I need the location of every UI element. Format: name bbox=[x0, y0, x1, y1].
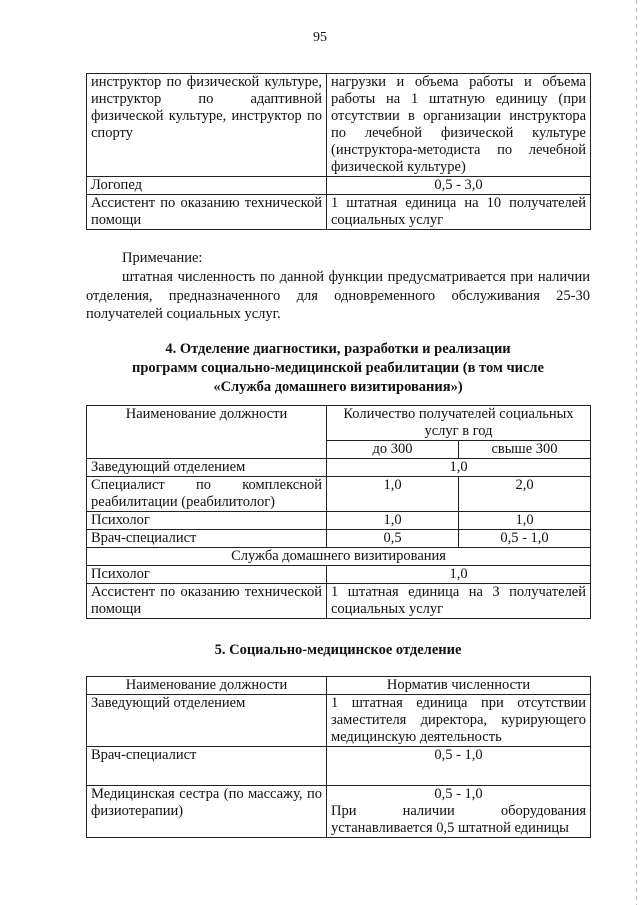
position-cell: Специалист по комплексной реабилитации (реабилитолог) bbox=[87, 477, 327, 512]
table-row bbox=[87, 195, 591, 230]
position-cell: Ассистент по оказанию технической помощи bbox=[87, 584, 327, 619]
norm-cell: 0,5 - 3,0 bbox=[327, 177, 591, 195]
norm-cell: 1 штатная единица на 10 получателей социальных услуг bbox=[327, 195, 591, 230]
service-title: Служба домашнего визитирования bbox=[87, 548, 591, 566]
norm-cell: нагрузки и объема работы и объема работы на 1 штатную единицу (при отсутствии в организации инструктора по лечебной физической культуре (инструктора-методиста по лечебной физической культуре) bbox=[327, 74, 591, 177]
header-position: Наименование должности bbox=[87, 677, 327, 695]
section4-title-line3: «Служба домашнего визитирования») bbox=[213, 379, 463, 395]
table-row bbox=[87, 786, 591, 838]
position-cell: Логопед bbox=[87, 177, 327, 195]
note-title: Примечание: bbox=[122, 250, 203, 266]
scan-edge bbox=[636, 0, 637, 905]
table-row bbox=[87, 747, 591, 786]
table-row bbox=[87, 177, 591, 195]
header-count: Количество получателей социальных услуг в год bbox=[327, 406, 591, 441]
value-cell-b: 0,5 - 1,0 bbox=[459, 530, 591, 548]
norm-cell: 0,5 - 1,0 bbox=[327, 747, 591, 786]
table-row bbox=[87, 695, 591, 747]
table-row bbox=[87, 459, 591, 477]
value-cell-b: 1,0 bbox=[459, 512, 591, 530]
norm-text: При наличии оборудования устанавливается 0,5 штатной единицы bbox=[331, 803, 586, 836]
value-cell-a: 1,0 bbox=[327, 512, 459, 530]
value-cell: 1 штатная единица на 3 получателей социальных услуг bbox=[327, 584, 591, 619]
section4-title-line1: 4. Отделение диагностики, разработки и реализации bbox=[165, 341, 511, 357]
value-cell: 1,0 bbox=[327, 566, 591, 584]
note-text: штатная численность по данной функции предусматривается при наличии отделения, предназначенного для одновременного обслуживания 25-30 получателей социальных услуг. bbox=[86, 269, 590, 322]
section5-staff-table bbox=[86, 676, 591, 838]
norm-cell bbox=[327, 786, 591, 838]
position-cell: Заведующий отделением bbox=[87, 695, 327, 747]
position-cell: инструктор по физической культуре, инструктор по адаптивной физической культуре, инструктор по спорту bbox=[87, 74, 327, 177]
section4-staff-table bbox=[86, 405, 591, 619]
norm-cell: 1 штатная единица при отсутствии заместителя директора, курирующего медицинскую деятельность bbox=[327, 695, 591, 747]
norm-value: 0,5 - 1,0 bbox=[434, 786, 483, 802]
table-row bbox=[87, 530, 591, 548]
page-number: 95 bbox=[313, 30, 327, 45]
header-position: Наименование должности bbox=[87, 406, 327, 459]
position-cell: Заведующий отделением bbox=[87, 459, 327, 477]
position-cell: Психолог bbox=[87, 566, 327, 584]
table-row bbox=[87, 74, 591, 177]
table-header-row bbox=[87, 677, 591, 695]
header-col-a: до 300 bbox=[327, 441, 459, 459]
header-norm: Норматив численности bbox=[327, 677, 591, 695]
table-row bbox=[87, 477, 591, 512]
section5-title: 5. Социально-медицинское отделение bbox=[214, 642, 462, 658]
value-cell-b: 2,0 bbox=[459, 477, 591, 512]
table-row bbox=[87, 566, 591, 584]
position-cell: Врач-специалист bbox=[87, 747, 327, 786]
position-cell: Психолог bbox=[87, 512, 327, 530]
value-cell-a: 1,0 bbox=[327, 477, 459, 512]
staff-table-continued bbox=[86, 73, 591, 230]
value-cell-a: 0,5 bbox=[327, 530, 459, 548]
position-cell: Медицинская сестра (по массажу, по физиотерапии) bbox=[87, 786, 327, 838]
position-cell: Врач-специалист bbox=[87, 530, 327, 548]
header-col-b: свыше 300 bbox=[459, 441, 591, 459]
position-cell: Ассистент по оказанию технической помощи bbox=[87, 195, 327, 230]
table-row bbox=[87, 584, 591, 619]
section4-title-line2: программ социально-медицинской реабилитации (в том числе bbox=[132, 360, 544, 376]
value-cell: 1,0 bbox=[327, 459, 591, 477]
table-section-row bbox=[87, 548, 591, 566]
table-header-row bbox=[87, 406, 591, 441]
table-row bbox=[87, 512, 591, 530]
